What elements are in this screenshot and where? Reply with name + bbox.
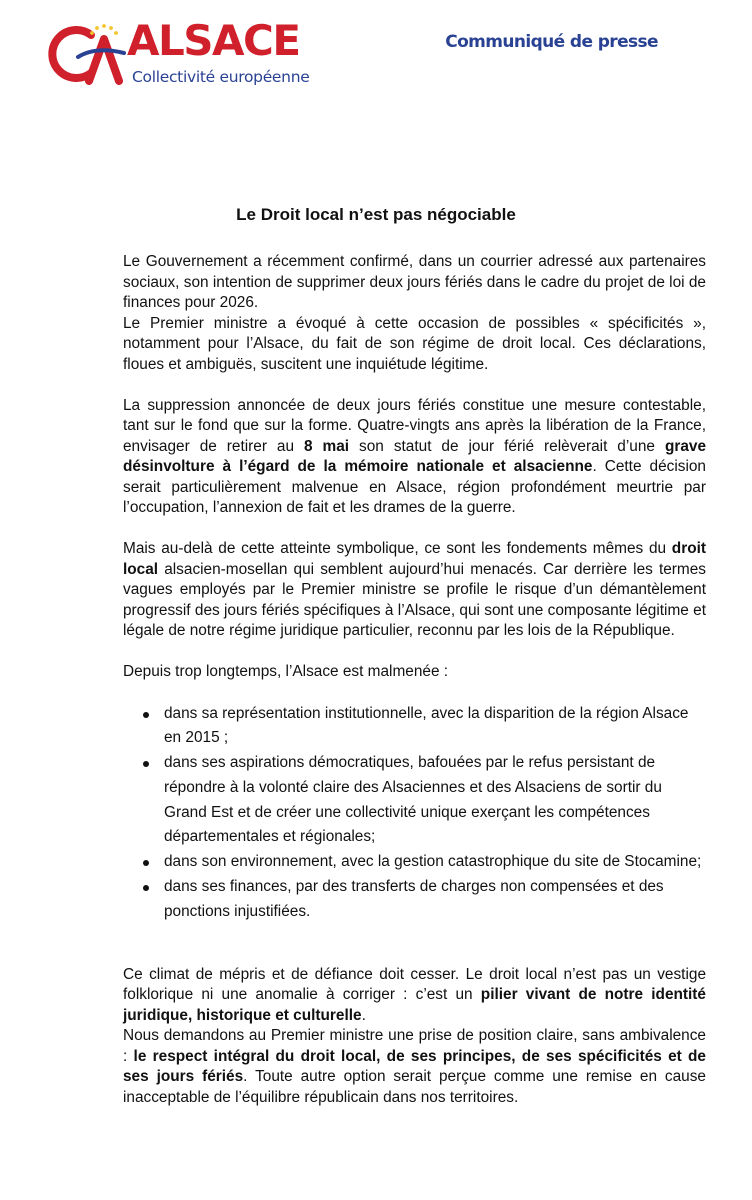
paragraph-3: La suppression annoncée de deux jours fériés constitue une mesure contestable, tant sur le fond que sur la forme. Quatre-vingts ans après la libération de la France, envisager de retirer au 8 mai son statut de jour férié relèverait d’une grave désinvolture à l’égard de la mémoire nationale et alsacienne. Cette décision serait particulièrement malvenue en Alsace, région profondément meurtrie par l’occupation, l’annexion de fait et les drames de la guerre. <box>123 396 707 516</box>
bullet-icon <box>143 860 149 866</box>
paragraph-1: Le Gouvernement a récemment confirmé, dans un courrier adressé aux partenaires sociaux, son intention de supprimer deux jours fériés dans le cadre du projet de loi de finances pour 2026. <box>123 253 706 311</box>
paragraph-4: Mais au-delà de cette atteinte symbolique, ce sont les fondements mêmes du droit local alsacien-mosellan qui semblent aujourd’hui menacés. Car derrière les termes vagues employés par le Premier ministre se profile le risque d’un démantèlement progressif des jours fériés spécifiques à l’Alsace, qui sont une composante légitime et légale de notre régime juridique particulier, reconnu par les lois de la République. <box>123 540 706 639</box>
list-intro: Depuis trop longtemps, l’Alsace est malmenée : <box>123 663 449 680</box>
list-item: dans ses finances, par des transferts de charges non compensées et des ponctions injustifiées. <box>143 875 706 925</box>
press-release-body <box>123 252 706 1108</box>
bullet-icon <box>143 761 149 767</box>
page-title: Le Droit local n’est pas négociable <box>236 205 516 224</box>
list-item: dans son environnement, avec la gestion catastrophique du site de Stocamine; <box>143 850 706 875</box>
document-type: Communiqué de presse <box>445 32 658 52</box>
logo-subtitle: Collectivité européenne <box>132 68 310 86</box>
grievance-list <box>123 702 706 925</box>
list-item: dans sa représentation institutionnelle, avec la disparition de la région Alsace en 2015 ; <box>143 702 706 752</box>
logo-name: ALSACE <box>127 16 300 65</box>
list-item: dans ses aspirations démocratiques, bafouées par le refus persistant de répondre à la volonté claire des Alsaciennes et des Alsaciens de sortir du Grand Est et de créer une collectivité unique exerçant les compétences départementales et régionales; <box>143 751 706 850</box>
paragraph-2: Le Premier ministre a évoqué à cette occasion de possibles « spécificités », notamment pour l’Alsace, du fait de son régime de droit local. Ces déclarations, floues et ambiguës, suscitent une inquiétude légitime. <box>123 314 706 373</box>
bullet-icon <box>143 712 149 718</box>
alsace-logo-icon <box>44 23 126 85</box>
bullet-icon <box>143 885 149 891</box>
header <box>0 0 752 100</box>
paragraph-6: Nous demandons au Premier ministre une prise de position claire, sans ambivalence : le respect intégral du droit local, de ses principes, de ses spécificités et de ses jours fériés. Toute autre option serait perçue comme une remise en cause inacceptable de l’équilibre républicain dans nos territoires. <box>123 1027 706 1106</box>
paragraph-5: Ce climat de mépris et de défiance doit cesser. Le droit local n’est pas un vestige folklorique ni une anomalie à corriger : c’est un pilier vivant de notre identité juridique, historique et culturelle. <box>123 965 706 1024</box>
